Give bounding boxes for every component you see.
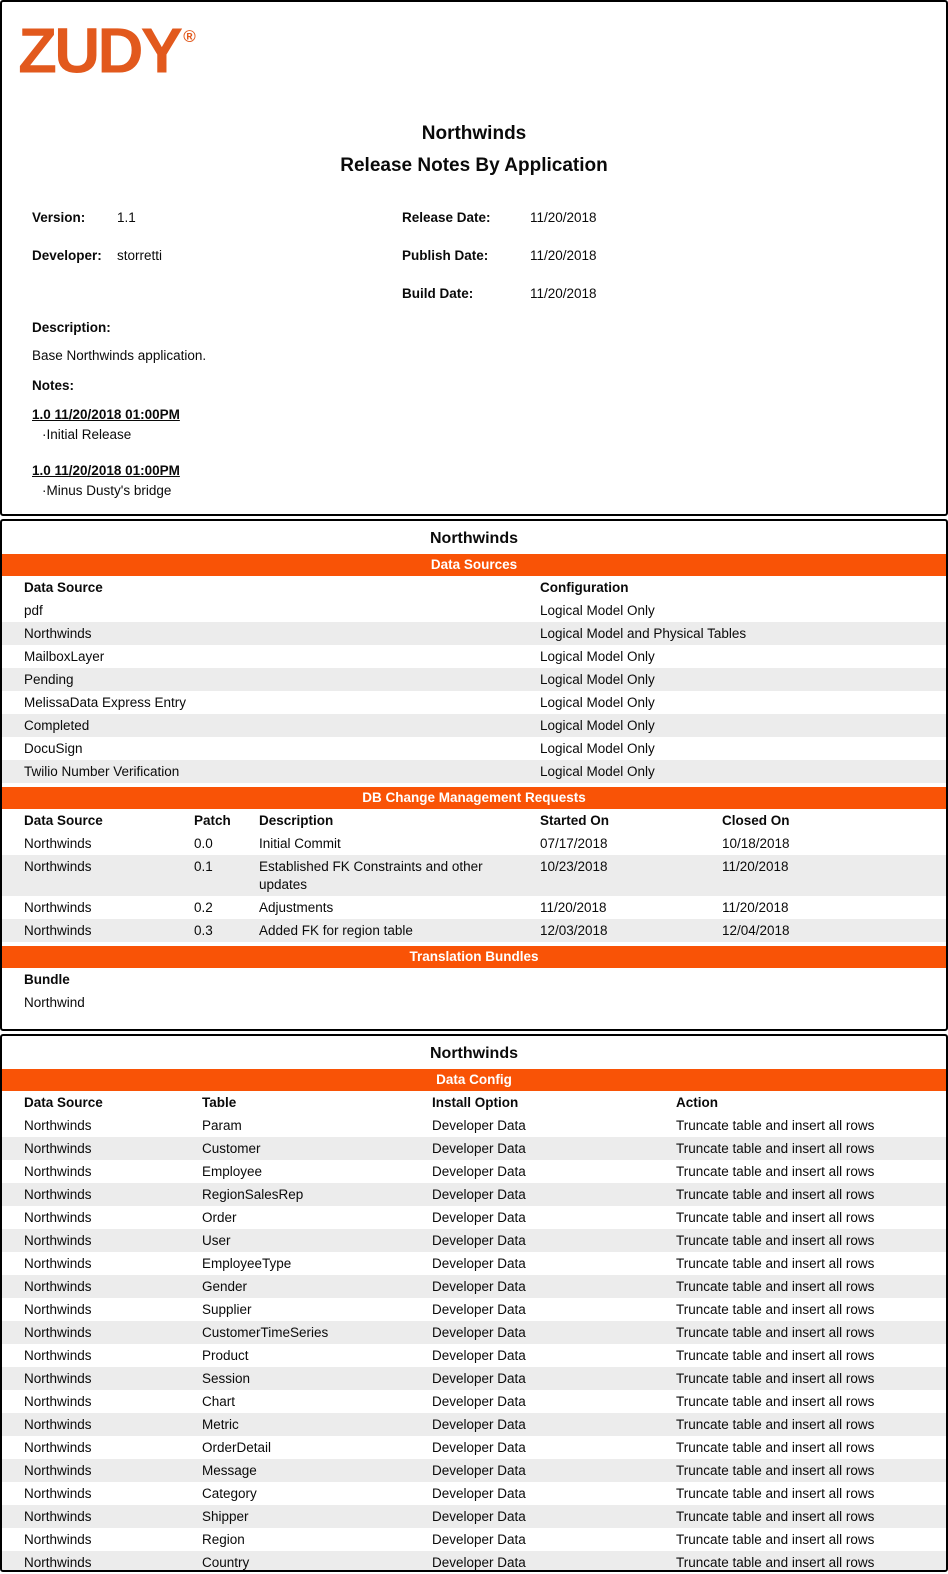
table-cell: Northwinds (24, 1210, 92, 1225)
table-cell: Developer Data (432, 1532, 526, 1547)
description-label: Description: (32, 320, 111, 335)
table-cell: Northwinds (24, 923, 92, 938)
developer-value: storretti (117, 248, 163, 263)
table-cell: Developer Data (432, 1486, 526, 1501)
table-cell: Customer (202, 1141, 261, 1156)
table-cell: Developer Data (432, 1141, 526, 1156)
translation-bundles-table (2, 968, 946, 1014)
table-cell: Northwinds (24, 1417, 92, 1432)
note-item: ·Minus Dusty's bridge (42, 483, 172, 498)
table-cell: Patch (194, 813, 231, 828)
table-cell: Logical Model and Physical Tables (540, 626, 747, 641)
table-cell: Northwinds (24, 836, 92, 851)
table-cell: Category (202, 1486, 257, 1501)
table-row (2, 714, 946, 737)
table-row (2, 1160, 946, 1183)
note-heading: 1.0 11/20/2018 01:00PM (32, 407, 180, 422)
table-row (2, 622, 946, 645)
table-cell: Northwinds (24, 1440, 92, 1455)
table-cell: Data Source (24, 1095, 103, 1110)
table-cell: Truncate table and insert all rows (676, 1440, 875, 1455)
table-cell: Truncate table and insert all rows (676, 1164, 875, 1179)
table-row (2, 645, 946, 668)
table-cell: Message (202, 1463, 257, 1478)
table-row (2, 1183, 946, 1206)
table-cell: Added FK for region table (259, 923, 413, 938)
table-row (2, 1390, 946, 1413)
table-cell: Northwinds (24, 1532, 92, 1547)
table-cell: 12/04/2018 (722, 923, 790, 938)
table-cell: 10/18/2018 (722, 836, 790, 851)
table-cell: Developer Data (432, 1210, 526, 1225)
table-cell: Logical Model Only (540, 718, 655, 733)
table-cell: Truncate table and insert all rows (676, 1210, 875, 1225)
table-cell: Truncate table and insert all rows (676, 1509, 875, 1524)
table-row (2, 1459, 946, 1482)
table-cell: Northwinds (24, 1233, 92, 1248)
table-cell: Closed On (722, 813, 790, 828)
table-row (2, 855, 946, 896)
table-cell: Truncate table and insert all rows (676, 1371, 875, 1386)
table-row (2, 919, 946, 942)
page-title: Northwinds (430, 1045, 518, 1062)
release-date-value: 11/20/2018 (530, 210, 597, 225)
data-config-page (0, 1034, 948, 1572)
data-config-table (2, 1091, 946, 1572)
table-row (2, 599, 946, 622)
table-cell: Northwinds (24, 1371, 92, 1386)
table-cell: Order (202, 1210, 237, 1225)
table-cell: Param (202, 1118, 242, 1133)
table-cell: Developer Data (432, 1302, 526, 1317)
table-cell: Action (676, 1095, 718, 1110)
table-cell: Northwinds (24, 1463, 92, 1478)
table-cell: Truncate table and insert all rows (676, 1256, 875, 1271)
table-header-row (2, 809, 946, 832)
table-cell: Adjustments (259, 900, 334, 915)
db-change-requests-table (2, 809, 946, 942)
data-sources-table (2, 576, 946, 783)
data-sources-page (0, 519, 948, 1031)
application-title: Northwinds (421, 123, 527, 144)
registered-trademark-icon: ® (183, 27, 196, 46)
table-row (2, 1298, 946, 1321)
table-row (2, 1321, 946, 1344)
table-cell: Northwinds (24, 1486, 92, 1501)
section-header-translation-bundles: Translation Bundles (2, 946, 946, 968)
table-cell: 10/23/2018 (540, 859, 608, 874)
table-cell: MailboxLayer (24, 649, 105, 664)
release-date-label: Release Date: (402, 210, 491, 225)
table-cell: Developer Data (432, 1325, 526, 1340)
table-cell: Northwinds (24, 1141, 92, 1156)
table-cell: Truncate table and insert all rows (676, 1302, 875, 1317)
section-header-db-change-management-requests: DB Change Management Requests (2, 787, 946, 809)
table-cell: Truncate table and insert all rows (676, 1463, 875, 1478)
table-cell: Logical Model Only (540, 672, 655, 687)
version-value: 1.1 (117, 210, 136, 225)
table-cell: Metric (202, 1417, 239, 1432)
table-row (2, 1114, 946, 1137)
table-row (2, 1252, 946, 1275)
table-cell: Started On (540, 813, 610, 828)
table-cell: Data Source (24, 813, 103, 828)
table-cell: Truncate table and insert all rows (676, 1486, 875, 1501)
version-label: Version: (32, 210, 86, 225)
table-row (2, 896, 946, 919)
table-cell: Logical Model Only (540, 764, 655, 779)
table-cell: Completed (24, 718, 90, 733)
table-cell: Shipper (202, 1509, 249, 1524)
table-cell: Developer Data (432, 1233, 526, 1248)
table-cell: 0.2 (194, 900, 213, 915)
table-cell: Developer Data (432, 1371, 526, 1386)
table-row (2, 1275, 946, 1298)
page-title: Northwinds (430, 530, 518, 547)
table-cell: Developer Data (432, 1509, 526, 1524)
table-row (2, 1367, 946, 1390)
table-cell: Table (202, 1095, 237, 1110)
table-cell: Employee (202, 1164, 263, 1179)
section-header-data-config: Data Config (2, 1069, 946, 1091)
developer-label: Developer: (32, 248, 102, 263)
table-cell: Developer Data (432, 1440, 526, 1455)
table-cell: Truncate table and insert all rows (676, 1325, 875, 1340)
table-row (2, 1551, 946, 1572)
table-cell: 0.0 (194, 836, 213, 851)
table-header-row (2, 1091, 946, 1114)
table-cell: 0.3 (194, 923, 213, 938)
table-cell: Developer Data (432, 1256, 526, 1271)
table-cell: Northwinds (24, 1325, 92, 1340)
report-title: Release Notes By Application (340, 155, 608, 176)
table-cell: Region (202, 1532, 245, 1547)
table-cell: OrderDetail (202, 1440, 272, 1455)
table-cell: 11/20/2018 (540, 900, 607, 915)
table-cell: Supplier (202, 1302, 252, 1317)
section-header-data-sources: Data Sources (2, 554, 946, 576)
table-row (2, 1229, 946, 1252)
notes-label: Notes: (32, 378, 75, 393)
table-cell: DocuSign (24, 741, 83, 756)
table-cell: Logical Model Only (540, 649, 655, 664)
table-cell: Northwinds (24, 1555, 92, 1570)
table-cell: Developer Data (432, 1348, 526, 1363)
table-cell: Logical Model Only (540, 603, 655, 618)
table-row (2, 832, 946, 855)
table-cell: Chart (202, 1394, 236, 1409)
build-date-label: Build Date: (402, 286, 474, 301)
table-cell: Product (202, 1348, 249, 1363)
table-cell: Install Option (432, 1095, 519, 1110)
table-row (2, 668, 946, 691)
table-cell: Developer Data (432, 1417, 526, 1432)
table-cell: 0.1 (194, 859, 213, 874)
table-cell: Northwinds (24, 1164, 92, 1179)
publish-date-label: Publish Date: (402, 248, 489, 263)
table-cell: 07/17/2018 (540, 836, 608, 851)
cover-page (0, 0, 948, 516)
table-cell: Data Source (24, 580, 103, 595)
table-cell: 12/03/2018 (540, 923, 608, 938)
table-header-row (2, 968, 946, 991)
table-cell: Twilio Number Verification (24, 764, 180, 779)
table-cell: Northwinds (24, 1394, 92, 1409)
table-cell: Northwinds (24, 626, 92, 641)
table-cell: Established FK Constraints and other updates (259, 859, 483, 892)
table-row (2, 760, 946, 783)
table-cell: Truncate table and insert all rows (676, 1555, 875, 1570)
table-row (2, 1344, 946, 1367)
table-header-row (2, 576, 946, 599)
table-cell: Gender (202, 1279, 248, 1294)
table-cell: Developer Data (432, 1463, 526, 1478)
table-cell: Developer Data (432, 1394, 526, 1409)
note-heading: 1.0 11/20/2018 01:00PM (32, 463, 180, 478)
table-cell: Truncate table and insert all rows (676, 1348, 875, 1363)
table-cell: Truncate table and insert all rows (676, 1532, 875, 1547)
table-cell: Northwinds (24, 1187, 92, 1202)
table-row (2, 1436, 946, 1459)
table-cell: Truncate table and insert all rows (676, 1417, 875, 1432)
table-cell: Initial Commit (259, 836, 341, 851)
table-cell: Northwinds (24, 1256, 92, 1271)
table-cell: Truncate table and insert all rows (676, 1187, 875, 1202)
table-cell: Truncate table and insert all rows (676, 1118, 875, 1133)
table-cell: Description (259, 813, 334, 828)
table-cell: Truncate table and insert all rows (676, 1233, 875, 1248)
table-cell: EmployeeType (202, 1256, 292, 1271)
table-cell: pdf (24, 603, 43, 618)
table-row (2, 991, 946, 1014)
table-cell: Developer Data (432, 1279, 526, 1294)
table-row (2, 1505, 946, 1528)
description-text: Base Northwinds application. (32, 348, 207, 363)
zudy-logo-text: ZUDY (18, 14, 181, 87)
table-cell: Northwinds (24, 859, 92, 874)
table-cell: Developer Data (432, 1187, 526, 1202)
table-row (2, 1206, 946, 1229)
publish-date-value: 11/20/2018 (530, 248, 597, 263)
table-cell: Developer Data (432, 1555, 526, 1570)
table-cell: Logical Model Only (540, 741, 655, 756)
build-date-value: 11/20/2018 (530, 286, 597, 301)
table-cell: Developer Data (432, 1118, 526, 1133)
table-cell: Northwinds (24, 1118, 92, 1133)
table-cell: Country (202, 1555, 250, 1570)
table-cell: Truncate table and insert all rows (676, 1141, 875, 1156)
table-row (2, 691, 946, 714)
note-item: ·Initial Release (42, 427, 132, 442)
table-cell: Northwinds (24, 1509, 92, 1524)
table-cell: CustomerTimeSeries (202, 1325, 329, 1340)
table-cell: Configuration (540, 580, 629, 595)
table-cell: 11/20/2018 (722, 859, 789, 874)
table-cell: Northwinds (24, 1279, 92, 1294)
table-cell: Pending (24, 672, 74, 687)
table-cell: Session (202, 1371, 251, 1386)
table-cell: Northwinds (24, 900, 92, 915)
table-row (2, 1137, 946, 1160)
table-cell: Truncate table and insert all rows (676, 1279, 875, 1294)
table-row (2, 1413, 946, 1436)
table-cell: User (202, 1233, 231, 1248)
table-cell: Northwind (24, 995, 85, 1010)
table-cell: Developer Data (432, 1164, 526, 1179)
table-cell: RegionSalesRep (202, 1187, 304, 1202)
table-cell: 11/20/2018 (722, 900, 789, 915)
table-cell: MelissaData Express Entry (24, 695, 187, 710)
table-cell: Northwinds (24, 1348, 92, 1363)
table-row (2, 737, 946, 760)
table-cell: Northwinds (24, 1302, 92, 1317)
table-cell: Bundle (24, 972, 70, 987)
table-row (2, 1528, 946, 1551)
table-cell: Logical Model Only (540, 695, 655, 710)
table-cell: Truncate table and insert all rows (676, 1394, 875, 1409)
table-row (2, 1482, 946, 1505)
zudy-logo (18, 2, 196, 93)
